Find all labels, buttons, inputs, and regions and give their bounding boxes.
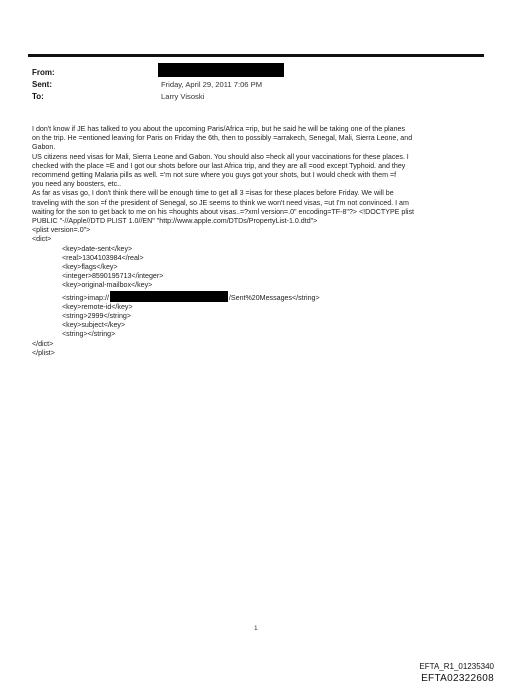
plist-line-mailbox [32, 291, 484, 303]
plist-mailbox-suffix: /Sent%20Messages</string> [228, 293, 320, 302]
body-line: traveling with the son =f the president of Senegal, so JE seems to think we won't need visas, =ut I'm not convinced. I am [32, 198, 409, 207]
bates-number-primary: EFTA_R1_01235340 [419, 662, 494, 671]
body-line: PUBLIC "-//Apple//DTD PLIST 1.0//EN" "http://www.apple.com/DTDs/PropertyList-1.0.dtd"> [32, 217, 318, 226]
body-line: <dict> [32, 235, 52, 244]
closing-line: </plist> [32, 348, 55, 357]
to-value: Larry Visoski [161, 92, 205, 101]
plist-line: <key>flags</key> [62, 263, 118, 272]
redaction-from [158, 63, 284, 77]
from-label: From: [32, 68, 55, 77]
header-rule [28, 54, 484, 57]
closing-line: </dict> [32, 339, 54, 348]
plist-line: <key>remote-id</key> [62, 302, 133, 311]
plist-line: <real>1304103984</real> [62, 253, 144, 262]
redaction-mailbox [110, 291, 228, 302]
body-line: checked with the place =E and I got our shots before our last Africa trip, and they are all =ood except Typhoid. and they [32, 161, 406, 170]
to-label: To: [32, 92, 44, 101]
plist-line: <integer>8590195713</integer> [62, 272, 164, 281]
plist-line: <key>original-mailbox</key> [62, 281, 153, 290]
body-line: on the trip. He =entioned leaving for Paris on Friday the 6th, then to possibly =arrakech, Senegal, Mali, Sierra Leone, and [32, 134, 413, 143]
plist-line: <string>2999</string> [62, 312, 132, 321]
email-body [32, 125, 484, 358]
sent-value: Friday, April 29, 2011 7:06 PM [161, 80, 263, 89]
body-line: you need any boosters, etc.. [32, 180, 122, 189]
body-line: As far as visas go, I don't think there will be enough time to get all 3 =isas for these places before Friday. We will be [32, 189, 394, 198]
body-line: <plist version=.0"> [32, 226, 91, 235]
bates-number-secondary: EFTA02322608 [421, 673, 494, 684]
body-line: Gabon. [32, 143, 56, 152]
plist-imap-prefix: <string>imap:// [62, 293, 109, 302]
plist-line: <key>date-sent</key> [62, 244, 133, 253]
body-line: recommend getting Malaria pills as well. ='m not sure where you guys got your shots, but I would check with them =f [32, 171, 397, 180]
body-line: I don't know if JE has talked to you about the upcoming Paris/Africa =rip, but he said he will be taking one of the planes [32, 125, 406, 133]
sent-label: Sent: [32, 80, 52, 89]
body-line: waiting for the son to get back to me on his =houghts about visas..=?xml version=.0" encoding=TF-8"?> <!DOCTYPE plist [32, 207, 414, 216]
plist-line: <string></string> [62, 330, 116, 339]
page-number: 1 [254, 625, 258, 632]
plist-line: <key>subject</key> [62, 321, 126, 330]
body-line: US citizens need visas for Mali, Sierra Leone and Gabon. You should also =heck all your vaccinations for these places. I [32, 152, 409, 161]
